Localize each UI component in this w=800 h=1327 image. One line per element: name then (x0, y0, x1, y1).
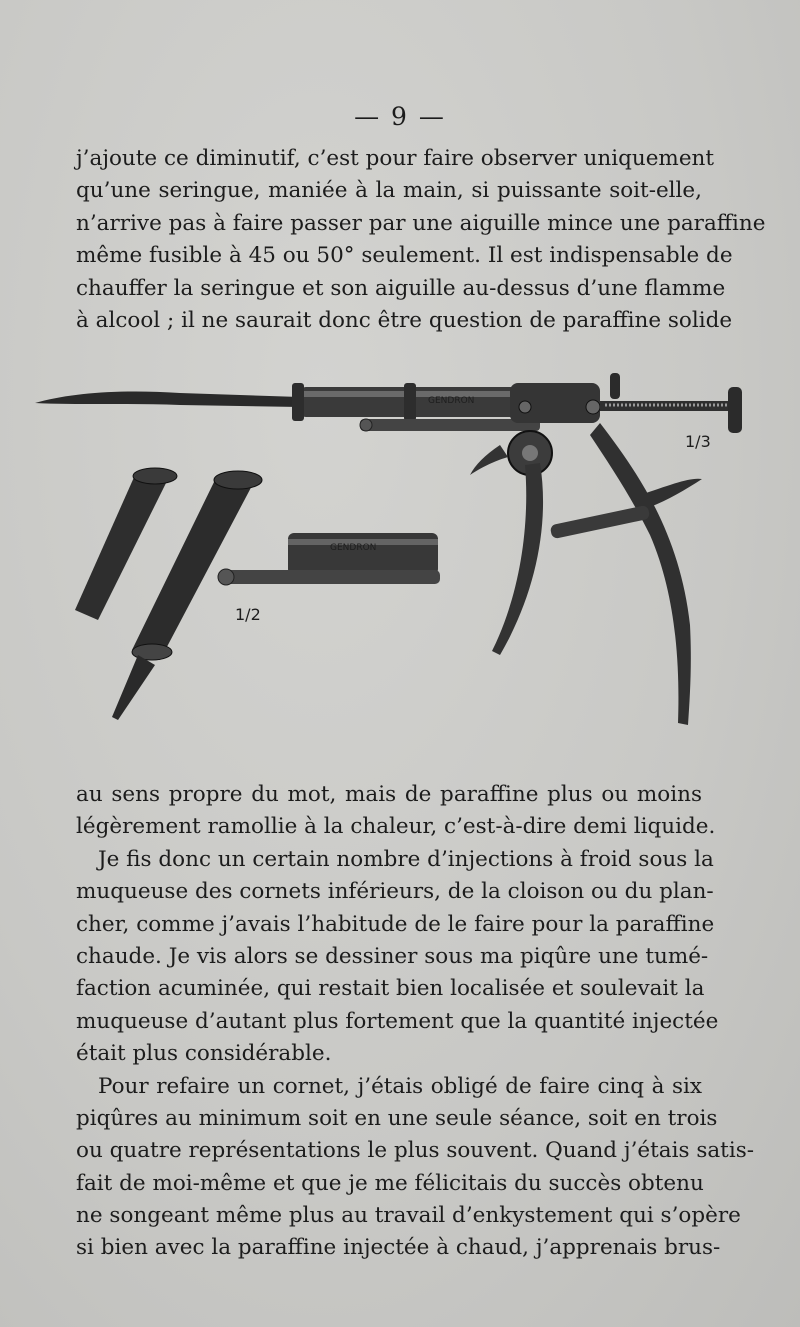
text-line: j’ajoute ce diminutif, c’est pour faire observer uniquement (76, 146, 715, 171)
text-line: ou quatre représentations le plus souvent. Quand j’étais satis- (76, 1138, 754, 1164)
scale-detail: 1/2 (235, 605, 261, 624)
text-line: chauffer la seringue et son aiguille au-dessus d’une flamme (76, 275, 726, 301)
text-line: au sens propre du mot, mais de paraffine plus ou moins (76, 782, 702, 807)
text-line: faction acuminée, qui restait bien localisée et soulevait la (76, 976, 705, 1002)
spare-tube (75, 475, 170, 620)
text-line: muqueuse d’autant plus fortement que la quantité injectée (76, 1008, 719, 1034)
top-paragraph (76, 143, 766, 337)
text-line: n’arrive pas à faire passer par une aiguille mince une paraffine (76, 210, 766, 236)
scale-main: 1/3 (685, 432, 711, 451)
needle (35, 391, 300, 407)
text-line: ne songeant même plus au travail d’enkystement qui s’opère (76, 1203, 741, 1229)
nozzle (112, 655, 155, 720)
text-line: cher, comme j’avais l’habitude de le faire pour la paraffine (76, 911, 715, 937)
text-line: fait de moi-même et que je me félicitais du succès obtenu (76, 1170, 704, 1196)
text-line: muqueuse des cornets inférieurs, de la cloison ou du plan- (76, 879, 714, 905)
text-line: Je fis donc un certain nombre d’injections à froid sous la (98, 846, 714, 872)
text-line: légèrement ramollie à la chaleur, c’est-à-dire demi liquide. (76, 814, 716, 840)
text-line: qu’une seringue, maniée à la main, si puissante soit-elle, (76, 178, 702, 204)
syringe-illustration (30, 365, 770, 745)
text-line: à alcool ; il ne saurait donc être question de paraffine solide (76, 307, 733, 333)
text-line: chaude. Je vis alors se dessiner sous ma piqûre une tumé- (76, 943, 709, 969)
syringe-engraving (30, 365, 770, 745)
barrel-label-main: GENDRON (428, 396, 475, 406)
fixed-handle (590, 423, 691, 725)
barrel-label-detail: GENDRON (330, 543, 377, 553)
text-line: même fusible à 45 ou 50° seulement. Il est indispensable de (76, 243, 733, 269)
text-line: était plus considérable. (76, 1041, 332, 1067)
text-line: si bien avec la paraffine injectée à chaud, j’apprenais brus- (76, 1235, 721, 1261)
page-number: — 9 — (354, 102, 446, 131)
text-line: piqûres au minimum soit en une seule séance, soit en trois (76, 1105, 718, 1131)
bottom-text (76, 779, 754, 1265)
trigger-handle (492, 463, 543, 655)
text-line: Pour refaire un cornet, j’étais obligé de faire cinq à six (98, 1073, 702, 1099)
